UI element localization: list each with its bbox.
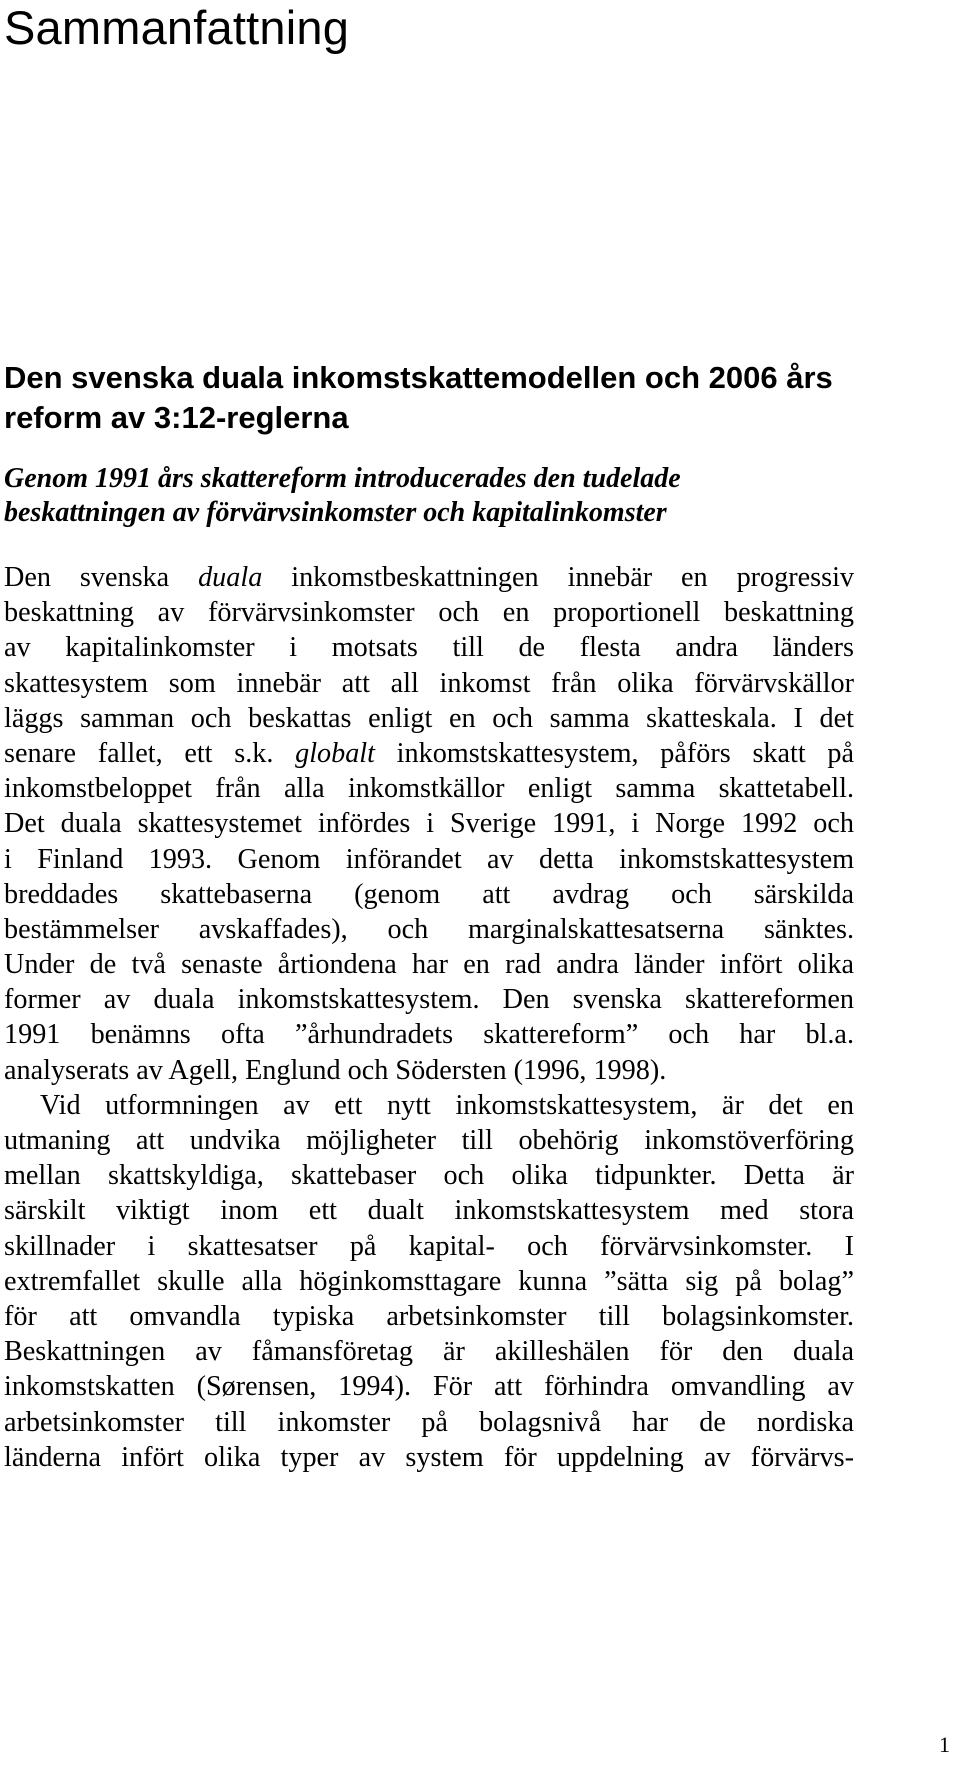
text-line: läggs samman och beskattas enligt en och samma skatteskala. I det	[4, 702, 854, 734]
text-line: arbetsinkomster till inkomster på bolagsnivå har de nordiska	[4, 1406, 854, 1438]
text-line: mellan skattskyldiga, skattebaser och olika tidpunkter. Detta är	[4, 1160, 854, 1192]
emphasis-term: globalt	[295, 737, 375, 769]
subheading-line: Genom 1991 års skattereform introducerades den tudelade	[4, 463, 681, 494]
text-run: senare fallet, ett s.k.	[4, 737, 296, 769]
text-line: Beskattningen av fåmansföretag är akilleshälen för den duala	[4, 1336, 854, 1368]
subheading	[4, 462, 854, 530]
body-text	[4, 560, 854, 1475]
text-line: Under de två senaste årtiondena har en rad andra länder infört olika	[4, 949, 854, 981]
text-line: inkomstskatten (Sørensen, 1994). För att förhindra omvandling av	[4, 1371, 854, 1403]
paragraph	[4, 560, 854, 1088]
text-run: inkomstbeskattningen innebär en progressiv	[262, 562, 854, 593]
section-heading: Den svenska duala inkomstskattemodellen och 2006 års reform av 3:12-reglerna	[4, 360, 833, 435]
subheading-line: beskattningen av förvärvsinkomster och kapitalinkomster	[4, 497, 667, 528]
text-line: i Finland 1993. Genom införandet av detta inkomstskattesystem	[4, 843, 854, 875]
text-line: utmaning att undvika möjligheter till obehörig inkomstöverföring	[4, 1125, 854, 1156]
text-line: Det duala skattesystemet infördes i Sverige 1991, i Norge 1992 och	[4, 808, 854, 840]
text-line: Vid utformningen av ett nytt inkomstskattesystem, är det en	[40, 1089, 854, 1121]
text-line	[4, 736, 854, 771]
text-run: Den svenska	[4, 562, 199, 593]
text-line: extremfallet skulle alla höginkomsttagare kunna ”sätta sig på bolag”	[4, 1265, 854, 1297]
text-line: för att omvandla typiska arbetsinkomster till bolagsinkomster.	[4, 1300, 854, 1332]
text-line: beskattning av förvärvsinkomster och en proportionell beskattning	[4, 597, 854, 629]
chapter-title: Sammanfattning	[4, 1, 350, 54]
text-line: länderna infört olika typer av system för uppdelning av förvärvs-	[4, 1441, 854, 1473]
text-line: 1991 benämns ofta ”århundradets skattereform” och har bl.a.	[4, 1019, 854, 1051]
text-line: former av duala inkomstskattesystem. Den svenska skattereformen	[4, 984, 854, 1016]
text-line: analyserats av Agell, Englund och Södersten (1996, 1998).	[4, 1054, 667, 1086]
text-line: av kapitalinkomster i motsats till de flesta andra länders	[4, 632, 854, 664]
text-line: skattesystem som innebär att all inkomst från olika förvärvskällor	[4, 667, 854, 699]
emphasis-term: duala	[198, 562, 263, 593]
text-run: inkomstskattesystem, påförs skatt på	[374, 737, 854, 769]
page-number: 1	[939, 1732, 950, 1757]
paragraph	[4, 1088, 854, 1475]
text-line: särskilt viktigt inom ett dualt inkomstskattesystem med stora	[4, 1195, 854, 1227]
text-line	[4, 560, 854, 595]
text-line: bestämmelser avskaffades), och marginalskattesatserna sänktes.	[4, 913, 854, 945]
text-line: skillnader i skattesatser på kapital- och förvärvsinkomster. I	[4, 1230, 854, 1262]
text-line: inkomstbeloppet från alla inkomstkällor enligt samma skattetabell.	[4, 773, 854, 805]
text-line: breddades skattebaserna (genom att avdrag och särskilda	[4, 878, 854, 910]
